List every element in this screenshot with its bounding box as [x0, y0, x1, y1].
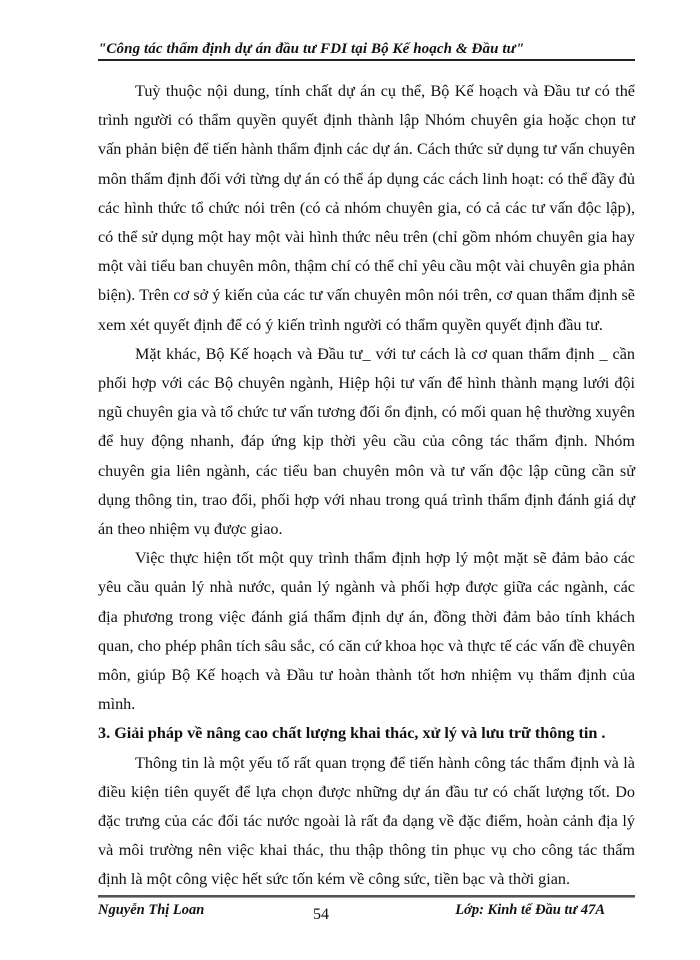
paragraph: Việc thực hiện tốt một quy trình thẩm định hợp lý một mặt sẽ đảm bảo các yêu cầu quản lý nhà nước, quản lý ngành và phối hợp được giữa các ngành, các địa phương trong việc đánh giá thẩm định dự án, đồng thời đảm bảo tính khách quan, cho phép phân tích sâu sắc, có căn cứ khoa học và thực tế các vấn đề chuyên môn, giúp Bộ Kế hoạch và Đầu tư hoàn thành tốt hơn nhiệm vụ thẩm định của mình.	[98, 549, 635, 714]
page-number: 54	[313, 906, 329, 923]
page-footer	[98, 902, 635, 926]
paragraph: Tuỳ thuộc nội dung, tính chất dự án cụ thể, Bộ Kế hoạch và Đầu tư có thể trình người có thẩm quyền quyết định thành lập Nhóm chuyên gia hoặc chọn tư vấn phản biện để tiến hành thẩm định các dự án. Cách thức sử dụng tư vấn chuyên môn thẩm định đối với từng dự án có thể áp dụng các cách linh hoạt: có thể đầy đủ các hình thức tổ chức nói trên (có cả nhóm chuyên gia, có cả các tư vấn độc lập), có thể sử dụng một hay một vài hình thức nêu trên (chỉ gồm nhóm chuyên gia hay một vài tiểu ban chuyên môn, thậm chí có thể chỉ yêu cầu một vài chuyên gia phản biện). Trên cơ sở ý kiến của các tư vấn chuyên môn nói trên, cơ quan thẩm định sẽ xem xét quyết định để có ý kiến trình người có thẩm quyền quyết định đầu tư.	[98, 82, 635, 334]
section-heading: 3. Giải pháp về nâng cao chất lượng khai thác, xử lý và lưu trữ thông tin .	[98, 724, 606, 743]
footer-author: Nguyễn Thị Loan	[98, 902, 205, 918]
footer-divider	[98, 895, 635, 898]
footer-class: Lớp: Kinh tế Đầu tư 47A	[455, 902, 605, 918]
document-body	[98, 77, 635, 895]
header-divider	[98, 59, 635, 61]
header-title: "Công tác thẩm định dự án đầu tư FDI tại Bộ Kế hoạch & Đầu tư"	[98, 41, 525, 57]
paragraph: Thông tin là một yếu tố rất quan trọng để tiến hành công tác thẩm định và là điều kiện tiên quyết để lựa chọn được những dự án đầu tư có chất lượng tốt. Do đặc trưng của các đối tác nước ngoài là rất đa dạng về đặc điểm, hoàn cảnh địa lý và môi trường nên việc khai thác, thu thập thông tin phục vụ cho công tác thẩm định là một công việc hết sức tốn kém về công sức, tiền bạc và thời gian.	[98, 753, 635, 889]
paragraph: Mặt khác, Bộ Kế hoạch và Đầu tư_ với tư cách là cơ quan thẩm định _ cần phối hợp với các Bộ chuyên ngành, Hiệp hội tư vấn để hình thành mạng lưới đội ngũ chuyên gia và tổ chức tư vấn tương đối ổn định, có mối quan hệ thường xuyên để huy động nhanh, đáp ứng kịp thời yêu cầu của công tác thẩm định. Nhóm chuyên gia liên ngành, các tiểu ban chuyên môn và tư vấn độc lập cũng cần sử dụng thông tin, trao đổi, phối hợp với nhau trong quá trình thẩm định đánh giá dự án theo nhiệm vụ được giao.	[98, 344, 635, 539]
page-header	[98, 40, 635, 58]
